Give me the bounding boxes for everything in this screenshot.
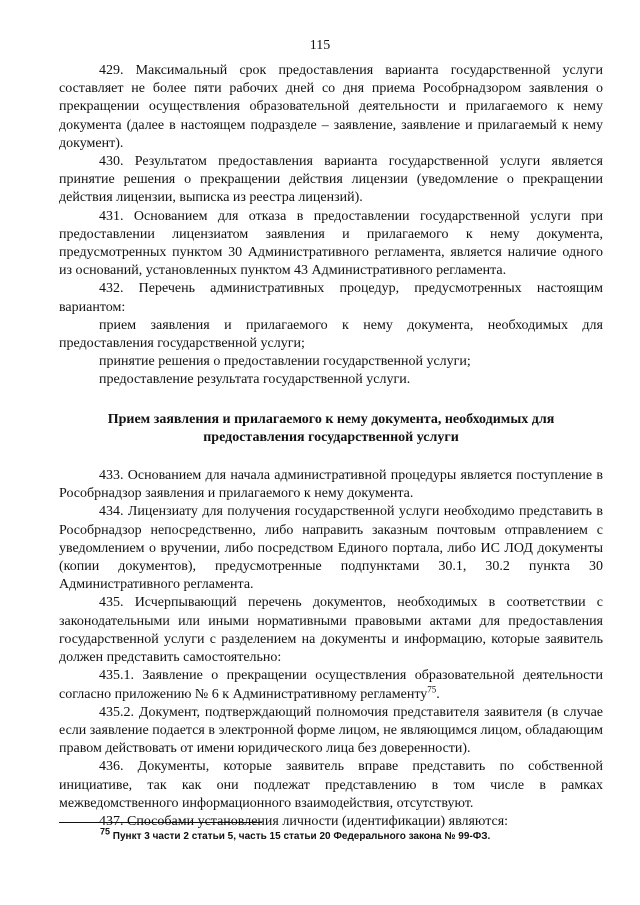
paragraph-431: 431. Основанием для отказа в предоставлении государственной услуги при предоставлении лицензиатом заявления и прилагаемого к нему документа, предусмотренных пунктом 30 Административного регламента, является наличие одного из оснований, установленных пунктом 43 Административного регламента. xyxy=(59,208,603,279)
paragraph-432: 432. Перечень административных процедур, предусмотренных настоящим вариантом: xyxy=(59,281,603,315)
paragraph-436: 436. Документы, которые заявитель вправе представить по собственной инициативе, так как они подлежат представлению в том числе в рамках межведомственного информационного взаимодействия, отсутствуют. xyxy=(59,759,603,811)
paragraph-434: 434. Лицензиату для получения государственной услуги необходимо представить в Рособрнадзор непосредственно, либо направить заказным почтовым отправлением с уведомлением о вручении, либо посредством Единого портала, либо ИС ЛОД документы (копии документов), предусмотренные подпунктами 30.1, 30.2 пункта 30 Административного регламента. xyxy=(59,504,603,593)
paragraph-429: 429. Максимальный срок предоставления варианта государственной услуги составляет не более пяти рабочих дней со дня приема Рособрнадзором заявления о прекращении осуществления образовательной деятельности и прилагаемого к нему документа (далее в настоящем подразделе – заявление, заявление и прилагаемый к нему документ). xyxy=(59,63,603,151)
list-item-procedure-2: принятие решения о предоставлении государственной услуги; xyxy=(99,354,471,370)
footnote xyxy=(100,826,600,842)
document-body xyxy=(59,62,603,831)
paragraph-435-1-text: 435.1. Заявление о прекращении осуществления образовательной деятельности согласно приложению № 6 к Административному регламенту xyxy=(59,668,603,702)
paragraph-435-2: 435.2. Документ, подтверждающий полномочия представителя заявителя (в случае если заявление подается в электронной форме лицом, не являющимся лицом, обладающим правом действовать от имени юридического лица без доверенности). xyxy=(59,704,603,757)
list-item-procedure-1: прием заявления и прилагаемого к нему документа, необходимых для предоставления государственной услуги; xyxy=(59,317,603,352)
page-number: 115 xyxy=(309,38,331,53)
paragraph-435-1-end: . xyxy=(436,686,440,702)
paragraph-433: 433. Основанием для начала административной процедуры является поступление в Рособрнадзор заявления и прилагаемого к нему документа. xyxy=(59,468,603,502)
paragraph-430: 430. Результатом предоставления варианта государственной услуги является принятие решения о прекращении действия лицензии (уведомление о прекращении действия лицензии, выписка из реестра лицензий). xyxy=(59,154,603,206)
paragraph-435-1 xyxy=(59,667,603,703)
footnote-reference: 75 xyxy=(427,683,437,694)
footnote-text: Пункт 3 части 2 статьи 5, часть 15 статьи 20 Федерального закона № 99-ФЗ. xyxy=(110,831,491,842)
footnote-mark: 75 xyxy=(100,826,111,837)
footnote-divider xyxy=(59,822,262,823)
paragraph-435: 435. Исчерпывающий перечень документов, необходимых в соответствии с законодательными или иными нормативными правовыми актами для предоставления государственной услуги с разделением на документы и информацию, которые заявитель должен представить самостоятельно: xyxy=(59,595,603,666)
paragraph-437: 437. Способами установления личности (идентификации) являются: xyxy=(99,813,509,829)
section-heading: Прием заявления и прилагаемого к нему документа, необходимых для предоставления государственной услуги xyxy=(107,411,555,445)
list-item-procedure-3: предоставление результата государственной услуги. xyxy=(99,372,411,388)
